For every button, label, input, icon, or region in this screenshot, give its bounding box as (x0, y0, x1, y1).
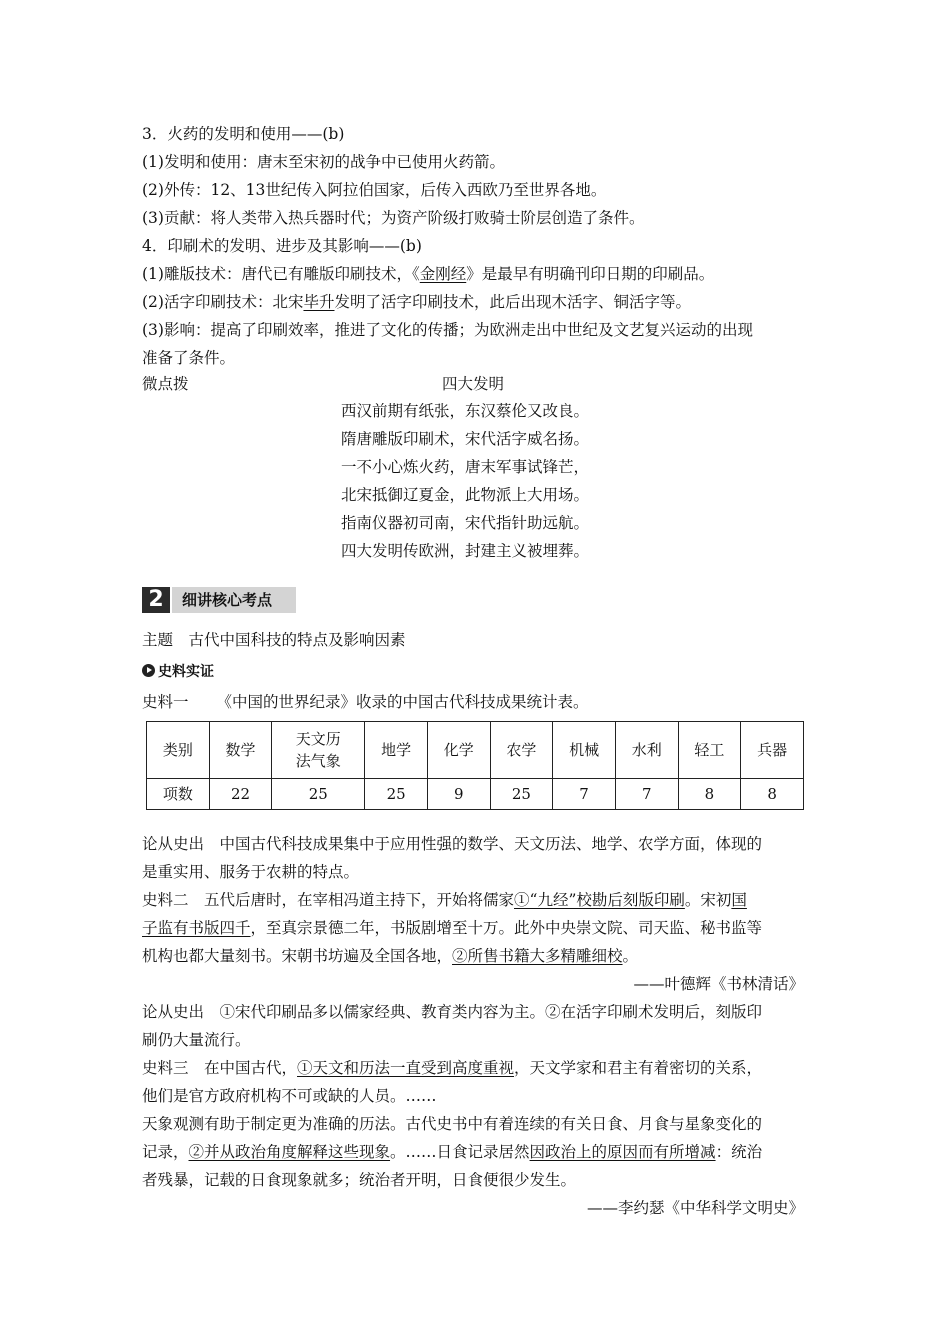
section4-item-1: (1)雕版技术：唐代已有雕版印刷技术，《金刚经》是最早有明确刊印日期的印刷品。 (142, 265, 715, 283)
poem-line-5: 指南仪器初司南，宋代指针助远航。 (341, 514, 590, 532)
table-value: 7 (553, 779, 616, 810)
source1-line: 史料一 《中国的世界纪录》收录的中国古代科技成果统计表。 (142, 693, 589, 711)
part-title-banner: 细讲核心考点 (172, 587, 296, 613)
table-row (147, 722, 804, 779)
analysis2-line-2: 刷仍大量流行。 (142, 1031, 251, 1049)
source2-line-2: 子监有书版四千，至真宗景德二年，书版剧增至十万。此外中央崇文院、司天监、秘书监等 (142, 919, 763, 937)
table-value: 25 (490, 779, 553, 810)
table-category: 轻工 (678, 722, 741, 779)
source3-line-2: 他们是官方政府机构不可或缺的人员。…… (142, 1087, 437, 1105)
tech-achievement-table (146, 721, 804, 810)
source3-line-5: 者残暴，记载的日食现象就多；统治者开明，日食便很少发生。 (142, 1171, 577, 1189)
table-value: 9 (427, 779, 490, 810)
table-row (147, 779, 804, 810)
source2-line-3: 机构也都大量刻书。宋朝书坊遍及全国各地，②所售书籍大多精雕细校。 (142, 947, 639, 965)
section3-item-2: (2)外传：12、13世纪传入阿拉伯国家，后传入西欧乃至世界各地。 (142, 181, 607, 199)
poem-line-4: 北宋抵御辽夏金，此物派上大用场。 (341, 486, 590, 504)
table-header-label: 类别 (147, 722, 210, 779)
table-value: 8 (678, 779, 741, 810)
poem-line-1: 西汉前期有纸张，东汉蔡伦又改良。 (341, 402, 590, 420)
analysis2-line-1: 论从史出 ①宋代印刷品多以儒家经典、教育类内容为主。②在活字印刷术发明后，刻版印 (142, 1003, 763, 1021)
source3-line-1: 史料三 在中国古代，①天文和历法一直受到高度重视，天文学家和君主有着密切的关系， (142, 1059, 763, 1077)
source3-line-4: 记录，②并从政治角度解释这些现象。……日食记录居然因政治上的原因而有所增减：统治 (142, 1143, 763, 1161)
topic-heading: 主题 古代中国科技的特点及影响因素 (142, 631, 406, 649)
table-value: 25 (272, 779, 365, 810)
table-row-label: 项数 (147, 779, 210, 810)
table-category: 数学 (209, 722, 272, 779)
table-category: 地学 (365, 722, 428, 779)
poem-line-6: 四大发明传欧洲，封建主义被埋葬。 (341, 542, 590, 560)
underline-jingang: 金刚经 (419, 265, 467, 283)
poem-line-2: 隋唐雕版印刷术，宋代活字威名扬。 (341, 430, 590, 448)
table-value: 25 (365, 779, 428, 810)
table-category: 农学 (490, 722, 553, 779)
table-category: 机械 (553, 722, 616, 779)
analysis1-line-1: 论从史出 中国古代科技成果集中于应用性强的数学、天文历法、地学、农学方面，体现的 (142, 835, 763, 853)
section4-heading: 4．印刷术的发明、进步及其影响——(b) (142, 237, 422, 255)
table-value: 8 (741, 779, 804, 810)
tip-title: 四大发明 (442, 375, 505, 393)
poem-line-3: 一不小心炼火药，唐末军事试锋芒， (341, 458, 590, 476)
table-category: 天文历 法气象 (272, 722, 365, 779)
underline-bisheng: 毕升 (303, 293, 335, 311)
table-category: 水利 (615, 722, 678, 779)
section4-item-2: (2)活字印刷技术：北宋毕升发明了活字印刷技术，此后出现木活字、铜活字等。 (142, 293, 691, 311)
section3-heading: 3．火药的发明和使用——(b) (142, 125, 345, 143)
source2-line-1: 史料二 五代后唐时，在宰相冯道主持下，开始将儒家①“九经”校勘后刻版印刷。宋初国 (142, 891, 747, 909)
part-number-badge: 2 (142, 587, 170, 613)
section4-item-3-line-1: (3)影响：提高了印刷效率，推进了文化的传播；为欧洲走出中世纪及文艺复兴运动的出现 (142, 321, 753, 339)
play-circle-icon (142, 664, 155, 677)
analysis1-line-2: 是重实用、服务于农耕的特点。 (142, 863, 360, 881)
table-value: 22 (209, 779, 272, 810)
section3-item-3: (3)贡献：将人类带入热兵器时代；为资产阶级打败骑士阶层创造了条件。 (142, 209, 645, 227)
table-category: 兵器 (741, 722, 804, 779)
tip-label: 微点拨 (142, 375, 189, 393)
table-category: 化学 (427, 722, 490, 779)
source3-line-3: 天象观测有助于制定更为准确的历法。古代史书中有着连续的有关日食、月食与星象变化的 (142, 1115, 763, 1133)
section3-item-1: (1)发明和使用：唐末至宋初的战争中已使用火药箭。 (142, 153, 505, 171)
source2-attribution: ——叶德辉《书林清话》 (633, 975, 804, 993)
evidence-marker: 史料实证 (142, 662, 214, 682)
table-value: 7 (615, 779, 678, 810)
section4-item-3-line-2: 准备了条件。 (142, 349, 236, 367)
source3-attribution: ——李约瑟《中华科学文明史》 (586, 1199, 804, 1217)
